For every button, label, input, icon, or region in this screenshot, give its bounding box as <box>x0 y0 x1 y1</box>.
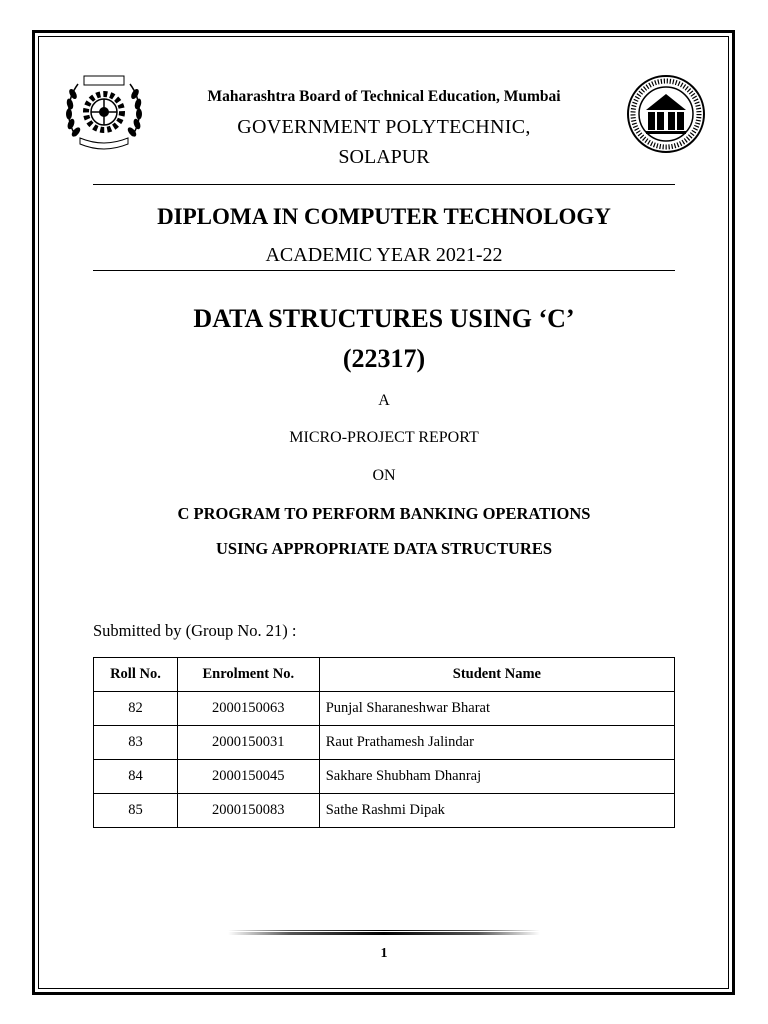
column-header-name: Student Name <box>319 658 674 692</box>
footer-divider <box>228 930 540 935</box>
table-row <box>94 760 675 794</box>
student-name: Raut Prathamesh Jalindar <box>319 726 674 760</box>
report-article: A <box>378 392 390 409</box>
members-table <box>93 657 675 828</box>
report-on: ON <box>372 467 396 484</box>
roll-no: 83 <box>94 726 178 760</box>
project-title-line1: C PROGRAM TO PERFORM BANKING OPERATIONS <box>177 504 591 523</box>
project-title-line2: USING APPROPRIATE DATA STRUCTURES <box>215 539 552 558</box>
submitted-by: Submitted by (Group No. 21) : <box>93 621 297 640</box>
student-name: Sakhare Shubham Dhanraj <box>319 760 674 794</box>
polytechnic-emblem-icon <box>62 70 146 154</box>
divider <box>93 184 675 185</box>
enrolment-no: 2000150031 <box>177 726 319 760</box>
enrolment-no: 2000150063 <box>177 692 319 726</box>
table-row <box>94 692 675 726</box>
student-name: Punjal Sharaneshwar Bharat <box>319 692 674 726</box>
table-header-row <box>94 658 675 692</box>
enrolment-no: 2000150083 <box>177 794 319 828</box>
msbte-seal-icon <box>626 74 706 154</box>
column-header-enrolment: Enrolment No. <box>177 658 319 692</box>
college-name: GOVERNMENT POLYTECHNIC, <box>237 116 531 138</box>
roll-no: 84 <box>94 760 178 794</box>
table-row <box>94 794 675 828</box>
student-name: Sathe Rashmi Dipak <box>319 794 674 828</box>
roll-no: 82 <box>94 692 178 726</box>
table-row <box>94 726 675 760</box>
college-city: SOLAPUR <box>338 146 430 168</box>
subject-name: DATA STRUCTURES USING ‘C’ <box>193 304 575 333</box>
report-type: MICRO-PROJECT REPORT <box>289 429 479 446</box>
roll-no: 85 <box>94 794 178 828</box>
enrolment-no: 2000150045 <box>177 760 319 794</box>
subject-code: (22317) <box>342 344 426 373</box>
diploma-title: DIPLOMA IN COMPUTER TECHNOLOGY <box>157 204 611 229</box>
academic-year: ACADEMIC YEAR 2021-22 <box>265 244 503 266</box>
divider <box>93 270 675 271</box>
column-header-roll: Roll No. <box>94 658 178 692</box>
page-number: 1 <box>380 946 388 961</box>
board-name: Maharashtra Board of Technical Education, Mumbai <box>207 88 561 105</box>
